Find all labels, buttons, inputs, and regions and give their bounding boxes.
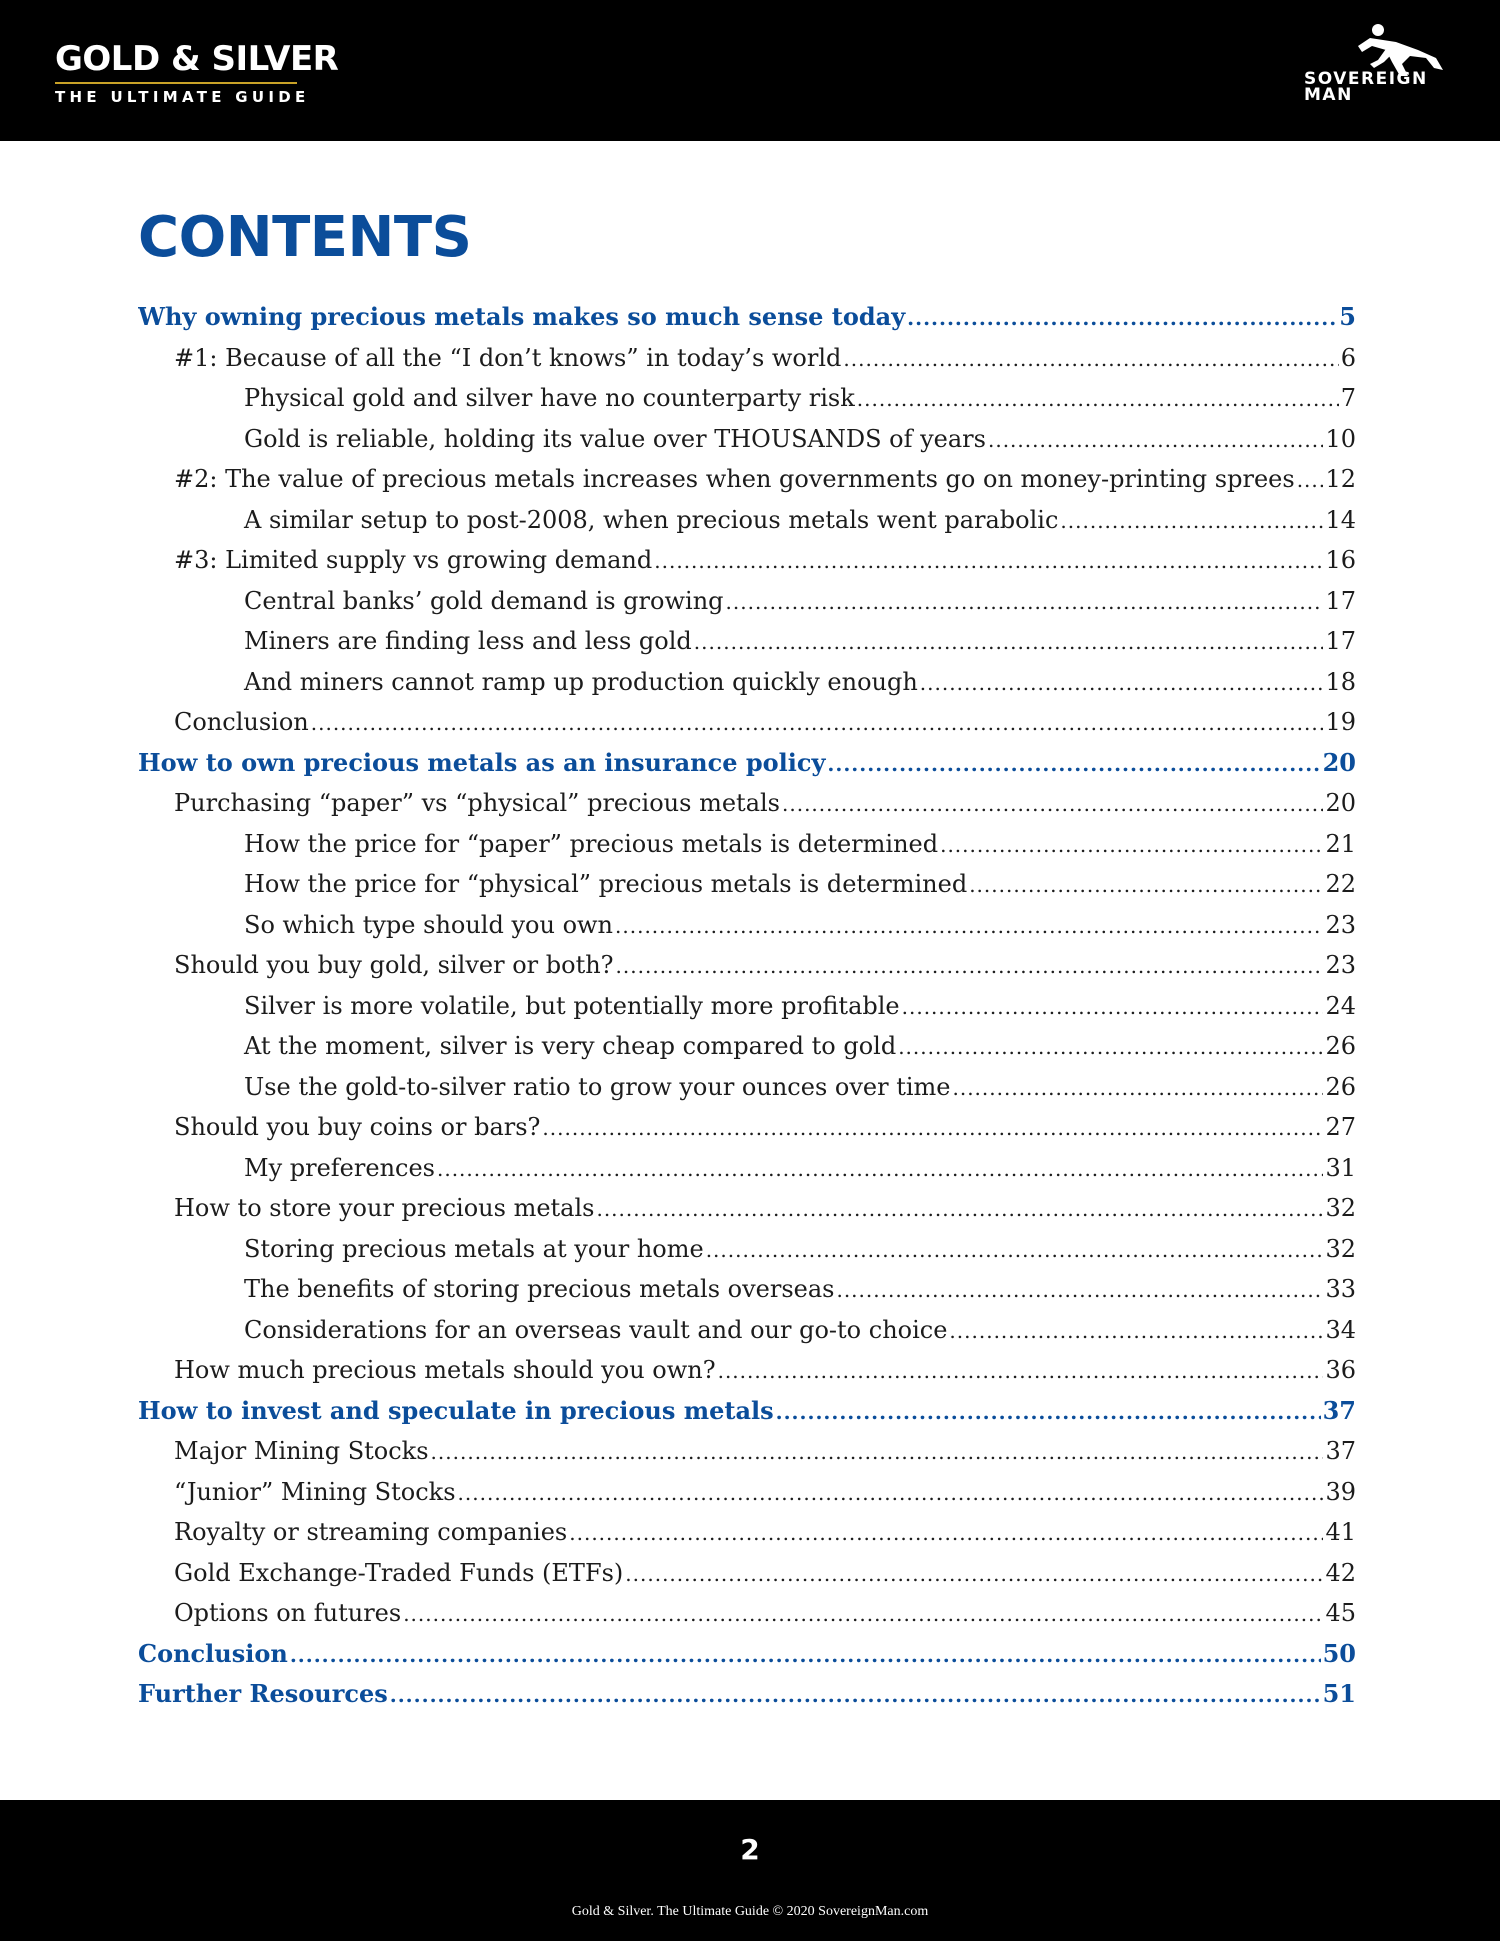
toc-entry-title: How to invest and speculate in precious metals bbox=[138, 1395, 774, 1425]
toc-entry-title: A similar setup to post-2008, when precious metals went parabolic bbox=[244, 505, 1059, 534]
toc-entry[interactable] bbox=[138, 1310, 1356, 1351]
toc-entry-title: Should you buy coins or bars? bbox=[174, 1113, 541, 1141]
toc-entry-title: How much precious metals should you own? bbox=[174, 1356, 716, 1384]
logo-line-2: MAN bbox=[1304, 85, 1353, 105]
toc-entry[interactable] bbox=[138, 1188, 1356, 1229]
toc-dot-leader bbox=[542, 1108, 1323, 1148]
toc-dot-leader bbox=[431, 1432, 1324, 1472]
toc-dot-leader bbox=[311, 703, 1324, 743]
toc-entry[interactable] bbox=[138, 662, 1356, 703]
toc-entry-title: Central banks’ gold demand is growing bbox=[244, 586, 724, 615]
toc-entry-page: 18 bbox=[1325, 667, 1356, 696]
toc-entry-page: 22 bbox=[1325, 870, 1356, 898]
toc-entry-page: 17 bbox=[1325, 627, 1356, 655]
toc-entry-page: 32 bbox=[1325, 1234, 1356, 1263]
toc-dot-leader bbox=[718, 1351, 1324, 1391]
toc-entry-title: Miners are finding less and less gold bbox=[244, 627, 692, 655]
toc-dot-leader bbox=[569, 1513, 1323, 1553]
toc-entry-page: 42 bbox=[1325, 1558, 1356, 1587]
toc-dot-leader bbox=[857, 379, 1339, 419]
toc-entry[interactable] bbox=[138, 1148, 1356, 1189]
toc-dot-leader bbox=[952, 1068, 1323, 1108]
toc-entry-page: 26 bbox=[1325, 1072, 1356, 1101]
toc-entry-page: 17 bbox=[1325, 586, 1356, 615]
logo-line-1: SOVEREIGN bbox=[1304, 69, 1428, 89]
toc-entry-page: 23 bbox=[1325, 951, 1356, 979]
toc-entry[interactable] bbox=[138, 824, 1356, 865]
toc-entry-page: 33 bbox=[1325, 1275, 1356, 1303]
toc-entry[interactable] bbox=[138, 540, 1356, 581]
toc-entry-title: Why owning precious metals makes so much sense today bbox=[138, 302, 906, 331]
toc-dot-leader bbox=[782, 784, 1323, 824]
toc-entry[interactable] bbox=[138, 1107, 1356, 1148]
toc-dot-leader bbox=[437, 1149, 1323, 1189]
toc-dot-leader bbox=[898, 1027, 1323, 1067]
guide-title: GOLD & SILVER bbox=[55, 39, 339, 79]
toc-entry-title: My preferences bbox=[244, 1153, 435, 1182]
toc-entry-title: “Junior” Mining Stocks bbox=[174, 1477, 456, 1506]
toc-entry-page: 51 bbox=[1322, 1679, 1356, 1708]
toc-entry-page: 5 bbox=[1339, 302, 1356, 331]
toc-entry-title: How to store your precious metals bbox=[174, 1194, 595, 1222]
toc-entry-title: How the price for “paper” precious metals is determined bbox=[244, 829, 939, 858]
toc-entry[interactable] bbox=[138, 500, 1356, 541]
toc-entry-page: 23 bbox=[1325, 910, 1356, 939]
toc-dot-leader bbox=[403, 1594, 1323, 1634]
toc-entry-title: How the price for “physical” precious metals is determined bbox=[244, 870, 968, 898]
toc-entry-title: Royalty or streaming companies bbox=[174, 1518, 568, 1546]
toc-entry-title: Physical gold and silver have no counterparty risk bbox=[244, 384, 855, 412]
toc-entry-title: #3: Limited supply vs growing demand bbox=[174, 546, 653, 574]
toc-dot-leader bbox=[458, 1473, 1324, 1513]
toc-dot-leader bbox=[390, 1675, 1321, 1715]
toc-entry-title: Storing precious metals at your home bbox=[244, 1234, 704, 1263]
toc-entry[interactable] bbox=[138, 621, 1356, 662]
toc-dot-leader bbox=[940, 825, 1323, 865]
toc-entry-title: Purchasing “paper” vs “physical” precious metals bbox=[174, 789, 780, 817]
toc-dot-leader bbox=[902, 987, 1324, 1027]
toc-entry-title: Further Resources bbox=[138, 1679, 388, 1708]
toc-entry[interactable] bbox=[138, 1229, 1356, 1270]
toc-entry-page: 45 bbox=[1325, 1599, 1356, 1627]
toc-entry-page: 26 bbox=[1325, 1032, 1356, 1060]
toc-entry-page: 24 bbox=[1325, 991, 1356, 1020]
toc-entry-page: 31 bbox=[1325, 1153, 1356, 1182]
toc-entry-title: Gold Exchange-Traded Funds (ETFs) bbox=[174, 1558, 624, 1587]
toc-entry[interactable] bbox=[138, 1269, 1356, 1310]
toc-dot-leader bbox=[706, 1230, 1324, 1270]
toc-entry[interactable] bbox=[138, 1512, 1356, 1553]
toc-entry-page: 16 bbox=[1325, 546, 1356, 574]
toc-entry-title: So which type should you own bbox=[244, 910, 614, 939]
toc-entry-page: 14 bbox=[1325, 505, 1356, 534]
toc-dot-leader bbox=[1060, 501, 1323, 541]
toc-entry[interactable] bbox=[138, 419, 1356, 460]
sovereign-man-logo bbox=[1300, 16, 1450, 116]
toc-dot-leader bbox=[776, 1392, 1321, 1432]
toc-entry-page: 37 bbox=[1325, 1437, 1356, 1465]
toc-entry[interactable] bbox=[138, 1634, 1356, 1675]
toc-entry[interactable] bbox=[138, 1067, 1356, 1108]
toc-dot-leader bbox=[988, 420, 1323, 460]
toc-entry-page: 6 bbox=[1340, 343, 1356, 372]
toc-entry[interactable] bbox=[138, 702, 1356, 743]
toc-entry-title: And miners cannot ramp up production quickly enough bbox=[244, 667, 918, 696]
toc-entry-page: 50 bbox=[1322, 1638, 1356, 1668]
toc-entry-page: 19 bbox=[1325, 708, 1356, 736]
toc-entry[interactable] bbox=[138, 338, 1356, 379]
toc-entry[interactable] bbox=[138, 1553, 1356, 1594]
toc-entry[interactable] bbox=[138, 783, 1356, 824]
toc-entry[interactable] bbox=[138, 1674, 1356, 1715]
toc-dot-leader bbox=[949, 1311, 1323, 1351]
toc-entry[interactable] bbox=[138, 1431, 1356, 1472]
toc-entry-title: Silver is more volatile, but potentially more profitable bbox=[244, 991, 900, 1020]
toc-entry[interactable] bbox=[138, 986, 1356, 1027]
toc-entry-title: Major Mining Stocks bbox=[174, 1437, 429, 1465]
toc-entry-title: Conclusion bbox=[174, 708, 309, 736]
toc-entry-page: 7 bbox=[1340, 384, 1356, 412]
toc-dot-leader bbox=[920, 663, 1324, 703]
footer-bar bbox=[0, 1800, 1500, 1941]
toc-entry-title: At the moment, silver is very cheap compared to gold bbox=[244, 1032, 897, 1060]
toc-entry[interactable] bbox=[138, 297, 1356, 338]
toc-dot-leader bbox=[907, 298, 1337, 338]
toc-entry[interactable] bbox=[138, 743, 1356, 784]
toc-entry-page: 21 bbox=[1325, 829, 1356, 858]
toc-entry-page: 20 bbox=[1322, 747, 1356, 777]
toc-entry-title: How to own precious metals as an insurance policy bbox=[138, 747, 826, 777]
toc-entry-title: Should you buy gold, silver or both? bbox=[174, 951, 614, 979]
toc-dot-leader bbox=[843, 339, 1338, 379]
toc-dot-leader bbox=[836, 1270, 1323, 1310]
toc-entry-title: Gold is reliable, holding its value over THOUSANDS of years bbox=[244, 424, 986, 453]
toc-entry-title: Conclusion bbox=[138, 1638, 288, 1668]
toc-entry-page: 20 bbox=[1325, 789, 1356, 817]
toc-entry-page: 34 bbox=[1325, 1315, 1356, 1344]
toc-entry-title: The benefits of storing precious metals overseas bbox=[244, 1275, 835, 1303]
toc-entry[interactable] bbox=[138, 1391, 1356, 1432]
toc-entry-title: Use the gold-to-silver ratio to grow your ounces over time bbox=[244, 1072, 951, 1101]
toc-entry-page: 37 bbox=[1322, 1395, 1356, 1425]
page-number: 2 bbox=[740, 1833, 760, 1866]
table-of-contents bbox=[138, 297, 1356, 1715]
toc-entry-title: Considerations for an overseas vault and our go-to choice bbox=[244, 1315, 948, 1344]
logo-wordmark bbox=[1304, 71, 1428, 103]
toc-dot-leader bbox=[290, 1635, 1321, 1675]
copyright-note: Gold & Silver. The Ultimate Guide © 2020 SovereignMan.com bbox=[571, 1904, 929, 1919]
toc-entry-page: 39 bbox=[1325, 1477, 1356, 1506]
toc-entry[interactable] bbox=[138, 581, 1356, 622]
toc-entry[interactable] bbox=[138, 1593, 1356, 1634]
toc-entry[interactable] bbox=[138, 905, 1356, 946]
toc-dot-leader bbox=[726, 582, 1324, 622]
toc-entry-page: 10 bbox=[1325, 424, 1356, 453]
toc-dot-leader bbox=[694, 622, 1324, 662]
header-bar bbox=[0, 0, 1500, 141]
toc-entry-page: 36 bbox=[1325, 1356, 1356, 1384]
toc-entry-page: 12 bbox=[1325, 465, 1356, 493]
toc-entry[interactable] bbox=[138, 864, 1356, 905]
toc-dot-leader bbox=[625, 1554, 1323, 1594]
toc-dot-leader bbox=[654, 541, 1323, 581]
toc-dot-leader bbox=[827, 744, 1320, 784]
toc-dot-leader bbox=[616, 946, 1324, 986]
toc-entry-title: #2: The value of precious metals increases when governments go on money-printing sprees bbox=[174, 465, 1295, 493]
toc-entry-page: 27 bbox=[1325, 1113, 1356, 1141]
toc-entry[interactable] bbox=[138, 378, 1356, 419]
toc-entry[interactable] bbox=[138, 1350, 1356, 1391]
toc-entry-page: 32 bbox=[1325, 1194, 1356, 1222]
toc-entry-title: #1: Because of all the “I don’t knows” in today’s world bbox=[174, 343, 842, 372]
toc-dot-leader bbox=[596, 1189, 1323, 1229]
toc-entry[interactable] bbox=[138, 1026, 1356, 1067]
toc-dot-leader bbox=[969, 865, 1323, 905]
title-divider bbox=[55, 82, 297, 84]
page-title: CONTENTS bbox=[138, 205, 472, 270]
guide-subtitle: THE ULTIMATE GUIDE bbox=[55, 88, 310, 106]
toc-dot-leader bbox=[1297, 460, 1324, 500]
toc-entry-title: Options on futures bbox=[174, 1599, 402, 1627]
toc-entry[interactable] bbox=[138, 945, 1356, 986]
toc-entry[interactable] bbox=[138, 459, 1356, 500]
toc-entry[interactable] bbox=[138, 1472, 1356, 1513]
toc-dot-leader bbox=[615, 906, 1323, 946]
toc-entry-page: 41 bbox=[1325, 1518, 1356, 1546]
